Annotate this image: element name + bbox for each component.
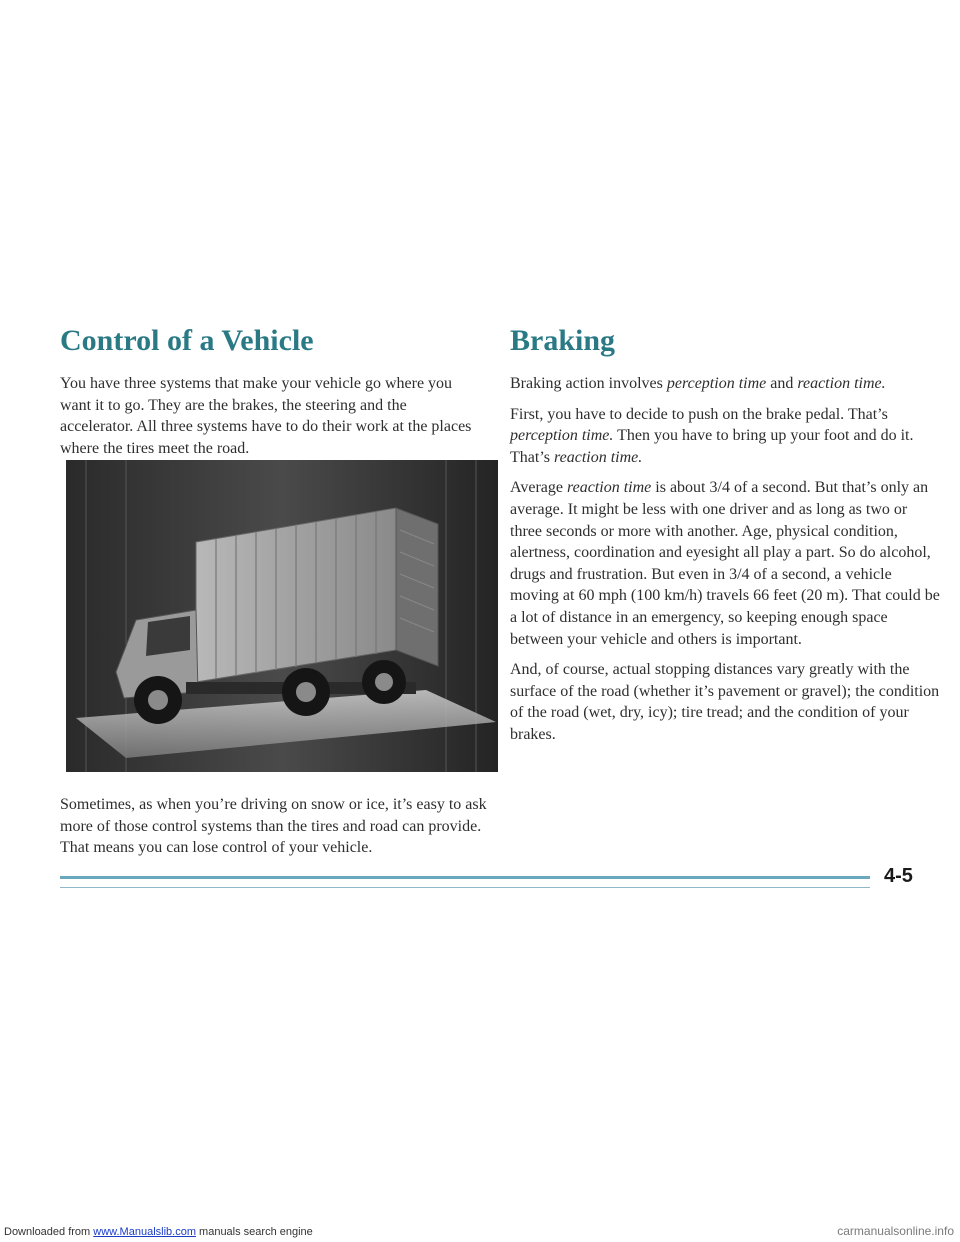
paragraph-perception-reaction: First, you have to decide to push on the brake pedal. That’s perception time. Then you have to bring up your foot and do it. That’s reaction time.	[510, 405, 914, 466]
section-heading-control: Control of a Vehicle	[60, 324, 314, 357]
paragraph-stopping-distances: And, of course, actual stopping distances vary greatly with the surface of the road (whether it’s pavement or gravel); the condition of the road (wet, dry, icy); tire tread; and the condition of your brakes.	[510, 661, 940, 743]
manualslib-link[interactable]: www.Manualslib.com	[93, 1226, 196, 1238]
right-column	[510, 322, 940, 755]
footer-rule	[60, 876, 870, 879]
paragraph-control-loss: Sometimes, as when you’re driving on snow or ice, it’s easy to ask more of those control systems than the tires and road can provide. That means you can lose control of your vehicle.	[60, 796, 487, 857]
section-heading-braking: Braking	[510, 324, 616, 357]
page-number: 4-5	[884, 865, 913, 887]
left-column	[60, 322, 500, 468]
paragraph-control-intro: You have three systems that make your vehicle go where you want it to go. They are the brakes, the steering and the accelerator. All three systems have to do their work at the places where the tires meet the road.	[60, 375, 472, 457]
truck-illustration-svg	[66, 460, 498, 772]
watermark-text: carmanualsonline.info	[837, 1224, 954, 1238]
truck-illustration	[66, 460, 498, 772]
download-footer: Downloaded from www.Manualslib.com manuals search engine	[4, 1226, 313, 1238]
paragraph-braking-intro: Braking action involves perception time and reaction time.	[510, 375, 886, 392]
footer-rule-thin	[60, 887, 870, 888]
paragraph-average-reaction: Average reaction time is about 3/4 of a second. But that’s only an average. It might be less with one driver and as long as two or three seconds or more with another. Age, physical condition, alertness, coordination and eyesight all play a part. So do alcohol, drugs and frustration. But even in 3/4 of a second, a vehicle moving at 60 mph (100 km/h) travels 66 feet (20 m). That could be a lot of distance in an emergency, so keeping enough space between your vehicle and others is important.	[510, 479, 940, 648]
